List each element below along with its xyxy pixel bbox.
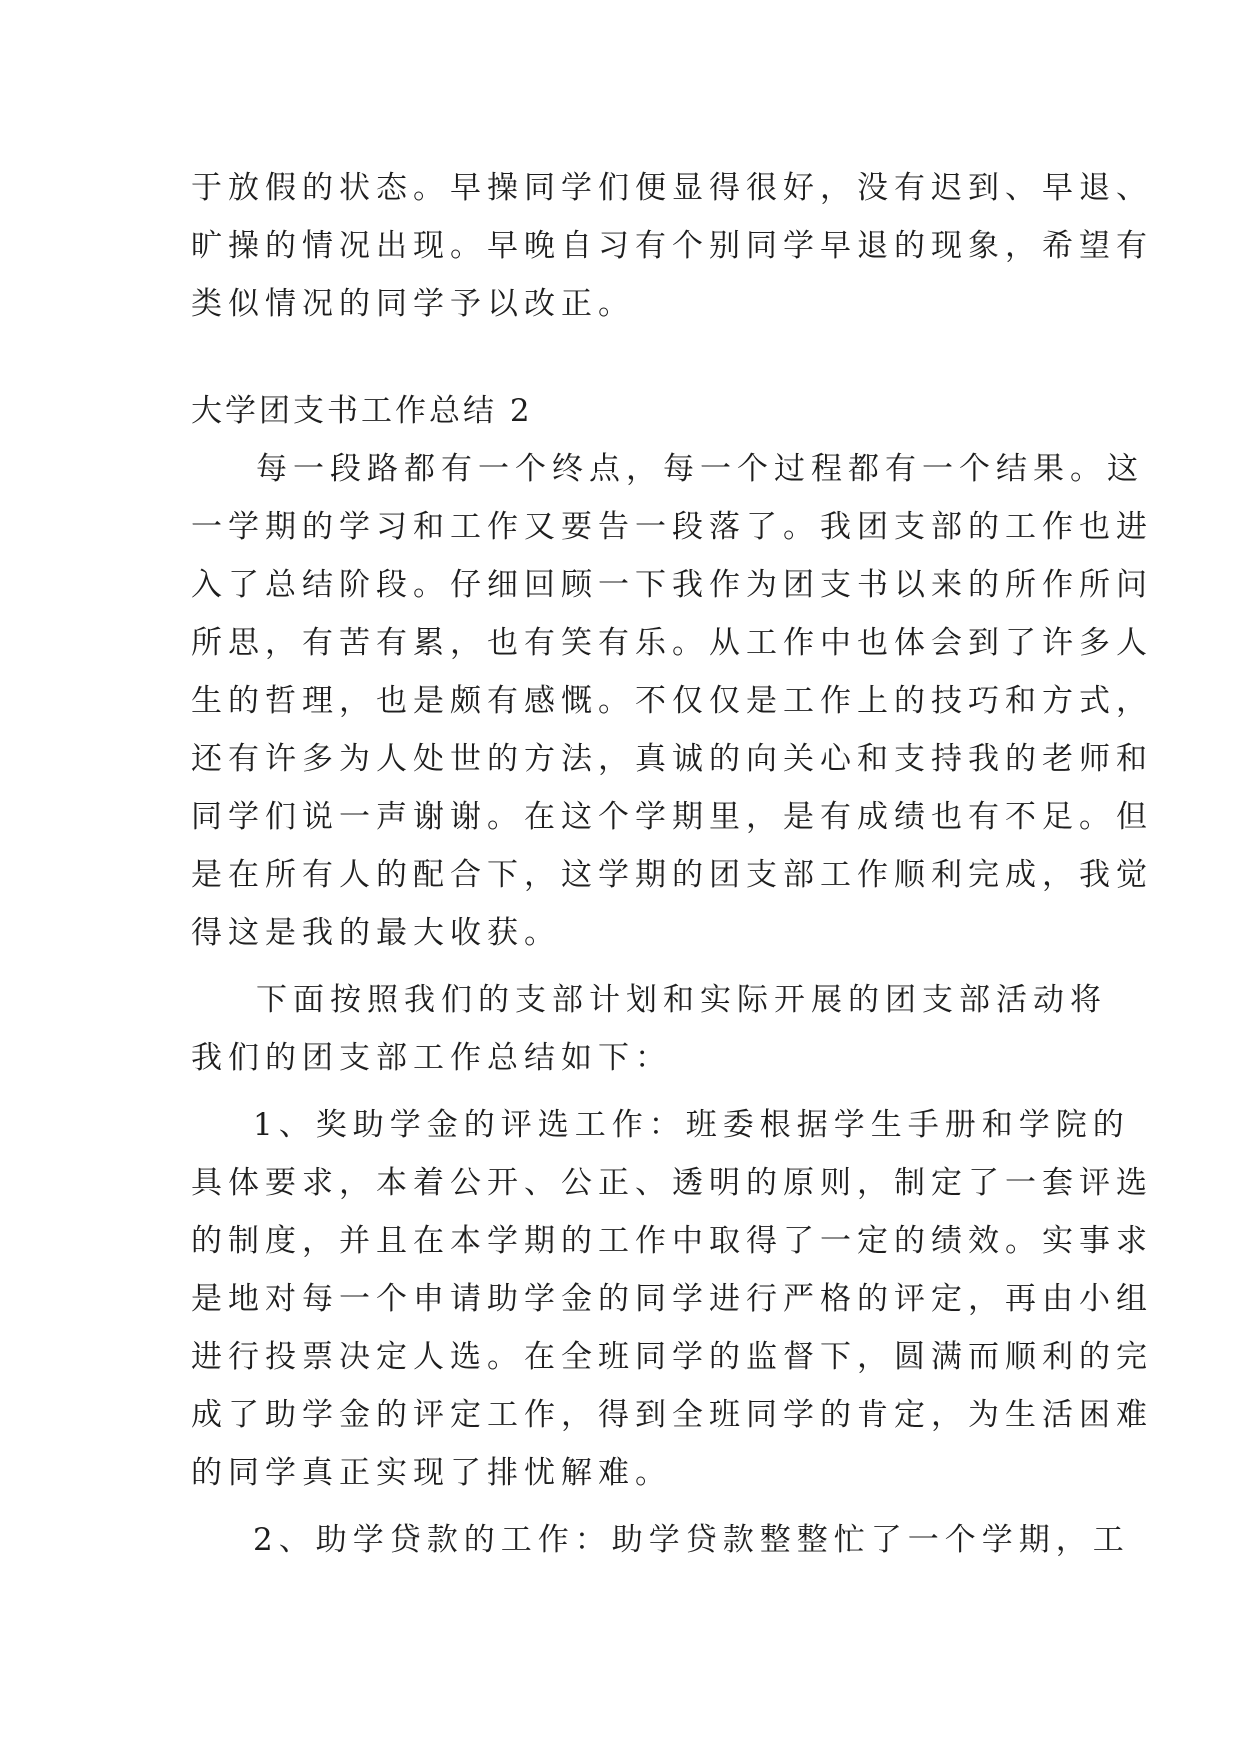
text-line: 旷操的情况出现。早晚自习有个别同学早退的现象，希望有 bbox=[191, 228, 1153, 264]
document-body bbox=[191, 159, 1153, 1569]
text-line: 还有许多为人处世的方法，真诚的向关心和支持我的老师和 bbox=[191, 741, 1153, 777]
paragraph-2 bbox=[191, 971, 1107, 1087]
paragraph-4 bbox=[191, 1511, 1130, 1569]
text-line: 是地对每一个申请助学金的同学进行严格的评定，再由小组 bbox=[191, 1281, 1153, 1317]
section-title: 大学团支书工作总结 2 bbox=[191, 393, 533, 429]
intro-paragraph bbox=[191, 159, 1153, 333]
text-line: 具体要求，本着公开、公正、透明的原则，制定了一套评选 bbox=[191, 1165, 1153, 1201]
text-line: 2、助学贷款的工作：助学贷款整整忙了一个学期，工 bbox=[253, 1522, 1130, 1558]
text-line: 得这是我的最大收获。 bbox=[191, 915, 561, 951]
text-line: 1、奖助学金的评选工作：班委根据学生手册和学院的 bbox=[253, 1107, 1130, 1143]
text-line: 入了总结阶段。仔细回顾一下我作为团支书以来的所作所问 bbox=[191, 567, 1153, 603]
text-line: 类似情况的同学予以改正。 bbox=[191, 286, 635, 322]
paragraph-1 bbox=[191, 440, 1153, 962]
text-line: 一学期的学习和工作又要告一段落了。我团支部的工作也进 bbox=[191, 509, 1153, 545]
text-line: 所思，有苦有累，也有笑有乐。从工作中也体会到了许多人 bbox=[191, 625, 1153, 661]
text-line: 同学们说一声谢谢。在这个学期里，是有成绩也有不足。但 bbox=[191, 799, 1153, 835]
paragraph-spacer bbox=[191, 1087, 1071, 1096]
paragraph-spacer bbox=[191, 962, 1071, 971]
text-line: 是在所有人的配合下，这学期的团支部工作顺利完成，我觉 bbox=[191, 857, 1153, 893]
text-line: 生的哲理，也是颇有感慨。不仅仅是工作上的技巧和方式， bbox=[191, 683, 1153, 719]
text-line: 成了助学金的评定工作，得到全班同学的肯定，为生活困难 bbox=[191, 1397, 1153, 1433]
paragraph-spacer bbox=[191, 1502, 1071, 1511]
text-line: 的同学真正实现了排忧解难。 bbox=[191, 1455, 672, 1491]
text-line: 每一段路都有一个终点，每一个过程都有一个结果。这 bbox=[256, 451, 1144, 487]
paragraph-3 bbox=[191, 1096, 1153, 1502]
text-line: 下面按照我们的支部计划和实际开展的团支部活动将 bbox=[256, 982, 1107, 1018]
text-line: 我们的团支部工作总结如下： bbox=[191, 1040, 672, 1076]
text-line: 于放假的状态。早操同学们便显得很好，没有迟到、早退、 bbox=[191, 170, 1153, 206]
text-line: 的制度，并且在本学期的工作中取得了一定的绩效。实事求 bbox=[191, 1223, 1153, 1259]
text-line: 进行投票决定人选。在全班同学的监督下，圆满而顺利的完 bbox=[191, 1339, 1153, 1375]
